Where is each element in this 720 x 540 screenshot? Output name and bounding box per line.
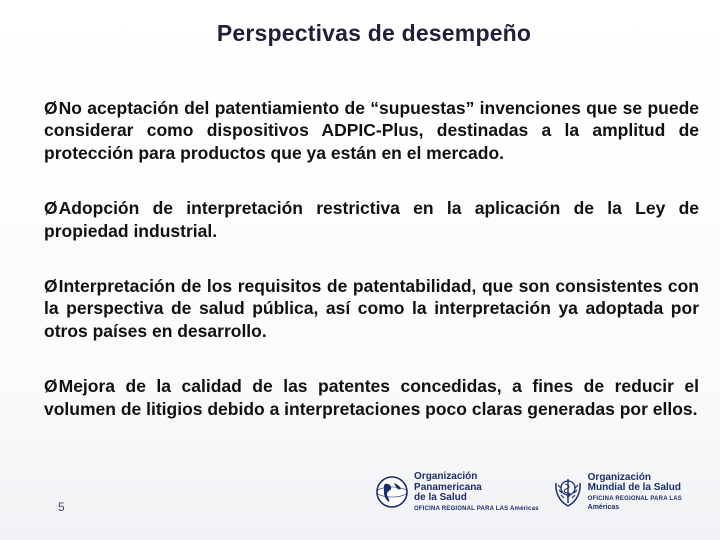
ops-logo-line2: Panamericana [414,481,482,493]
bullet-item [44,375,699,420]
bullet-item [44,275,699,342]
bullet-text: No aceptación del patentiamiento de “supuestas” invenciones que se puede considerar como dispositivos ADPIC-Plus, destinadas a la amplitud de protección para productos que ya están en el mercado. [44,98,699,163]
slide-title: Perspectivas de desempeño [216,20,532,46]
bullet-item [44,197,699,242]
ops-logo-line3: de la Salud [414,492,467,503]
ops-logo-line1: Organización [414,471,478,482]
oms-logo [553,473,682,512]
arrow-bullet-icon: Ø [44,98,58,118]
oms-logo-tagline: OFICINA REGIONAL PARA LAS [587,495,682,502]
bullet-item [44,97,699,164]
bullet-text: Interpretación de los requisitos de patentabilidad, que son consistentes con la perspectiva de salud pública, así como la interpretación ya adoptada por otros países en desarrollo. [44,275,699,341]
footer-logos [375,472,682,512]
bullet-text: Adopción de interpretación restrictiva en la aplicación de la Ley de propiedad industrial. [44,198,699,241]
who-emblem-icon [553,475,583,509]
arrow-bullet-icon: Ø [44,275,58,296]
bullet-text: Mejora de la calidad de las patentes concedidas, a fines de reducir el volumen de litigios debido a interpretaciones poco claras generadas por ellos. [44,376,699,419]
ops-logo-tagline: OFICINA REGIONAL PARA LAS Américas [414,505,539,512]
globe-icon [375,475,409,509]
oms-logo-line2: Mundial de la Salud [587,482,682,494]
oms-logo-line1: Organización [587,471,652,483]
bullet-list [44,97,699,453]
arrow-bullet-icon: Ø [44,376,58,397]
ops-logo [375,472,539,512]
oms-logo-region: Américas [587,503,620,511]
page-number: 5 [58,500,65,514]
arrow-bullet-icon: Ø [44,198,58,219]
